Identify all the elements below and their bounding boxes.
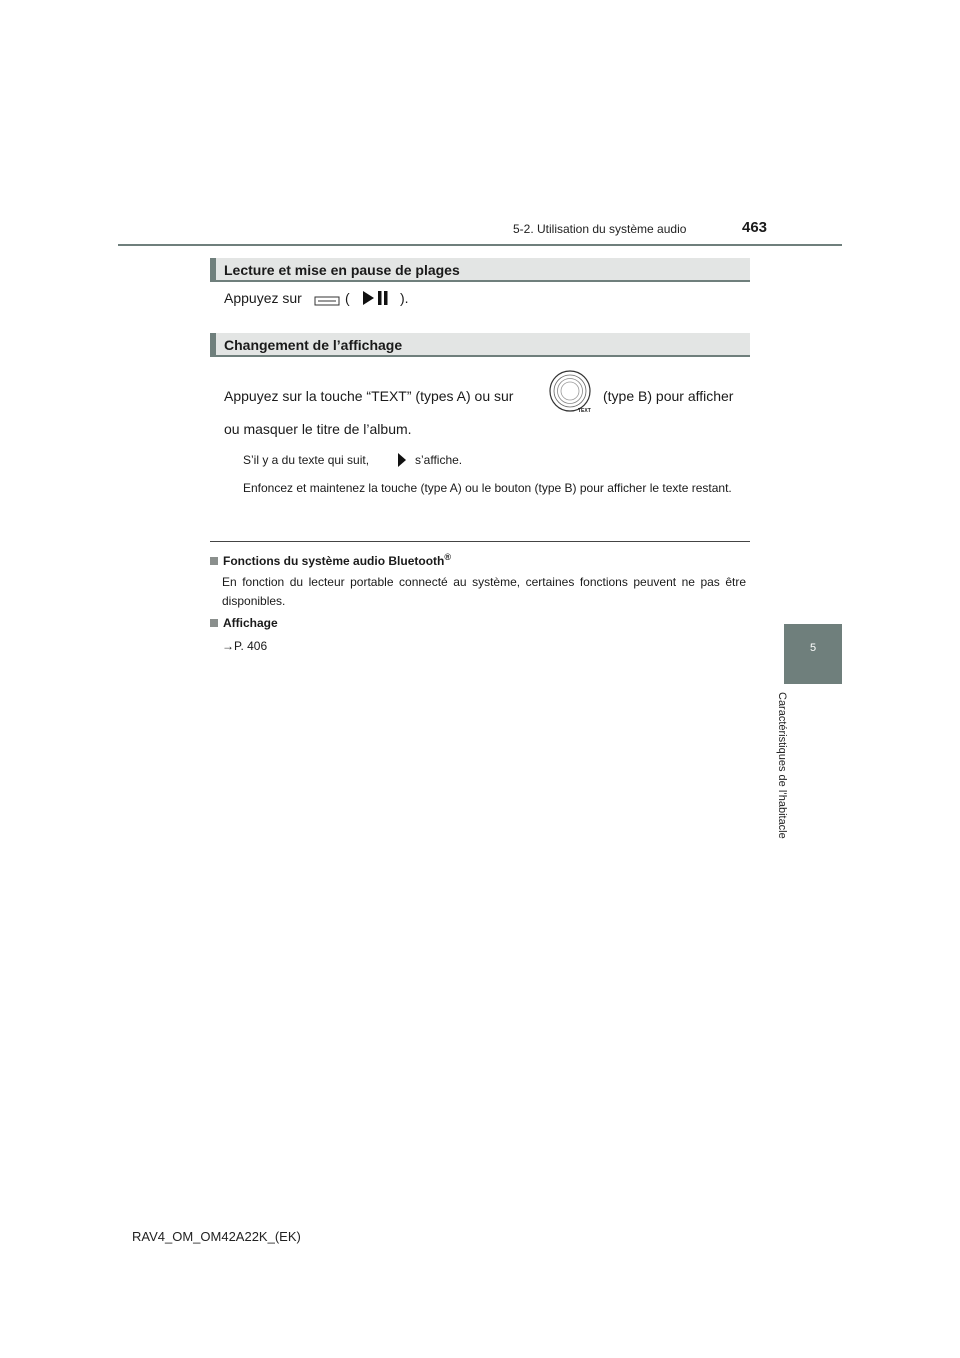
- chapter-number: 5: [809, 642, 817, 654]
- reference-arrow-icon: →: [222, 639, 234, 653]
- section-heading-bar: [210, 333, 216, 355]
- note-text-follows: [243, 451, 369, 470]
- display-heading-text: Affichage: [223, 616, 278, 630]
- page-reference[interactable]: [222, 637, 267, 656]
- bluetooth-heading-text: Fonctions du système audio Bluetooth: [223, 554, 445, 568]
- note-hold-button: Enfoncez et maintenez la touche (type A) ou le bouton (type B) pour afficher le texte restant.: [243, 481, 732, 495]
- playback-instruction: [224, 290, 302, 306]
- play-pause-icon: [362, 289, 390, 307]
- note-heading-display: [210, 616, 278, 630]
- section-heading-display: [210, 333, 750, 357]
- section-divider: [210, 541, 750, 542]
- square-bullet-icon: [210, 557, 218, 565]
- page-number: 463: [742, 219, 768, 236]
- section-label: 5-2. Utilisation du système audio: [513, 222, 687, 236]
- display-instruction-part2: (type B) pour afficher: [603, 388, 734, 404]
- playback-prefix: Appuyez sur: [224, 290, 302, 306]
- open-paren: (: [345, 290, 350, 306]
- bluetooth-note-text: En fonction du lecteur portable connecté au système, certaines fonctions peuvent ne pas être disponibles.: [222, 575, 746, 608]
- section-heading-bar: [210, 258, 216, 280]
- note-text-follows-suffix: s’affiche.: [415, 453, 463, 467]
- registered-mark: ®: [444, 552, 451, 562]
- note-text-follows-prefix: S’il y a du texte qui suit,: [243, 453, 370, 467]
- arrow-right-icon: [396, 450, 408, 470]
- button-icon: [314, 293, 340, 303]
- close-paren: ).: [400, 290, 409, 306]
- document-code: RAV4_OM_OM42A22K_(EK): [132, 1229, 301, 1244]
- display-instruction-part3: ou masquer le titre de l’album.: [224, 421, 412, 437]
- section-heading-text: Lecture et mise en pause de plages: [224, 262, 460, 278]
- chapter-title: Caractéristiques de l’habitacle: [776, 692, 788, 839]
- section-heading-playback: [210, 258, 750, 282]
- header-rule: [118, 244, 842, 246]
- note-heading-bluetooth: [210, 552, 451, 568]
- reference-page: P. 406: [234, 639, 268, 653]
- chapter-tab: [784, 624, 842, 684]
- knob-label: TEXT: [578, 408, 591, 414]
- chapter-title-vertical: [776, 692, 808, 912]
- section-heading-text: Changement de l’affichage: [224, 337, 403, 353]
- display-instruction-part1: Appuyez sur la touche “TEXT” (types A) ou sur: [224, 388, 514, 404]
- square-bullet-icon: [210, 619, 218, 627]
